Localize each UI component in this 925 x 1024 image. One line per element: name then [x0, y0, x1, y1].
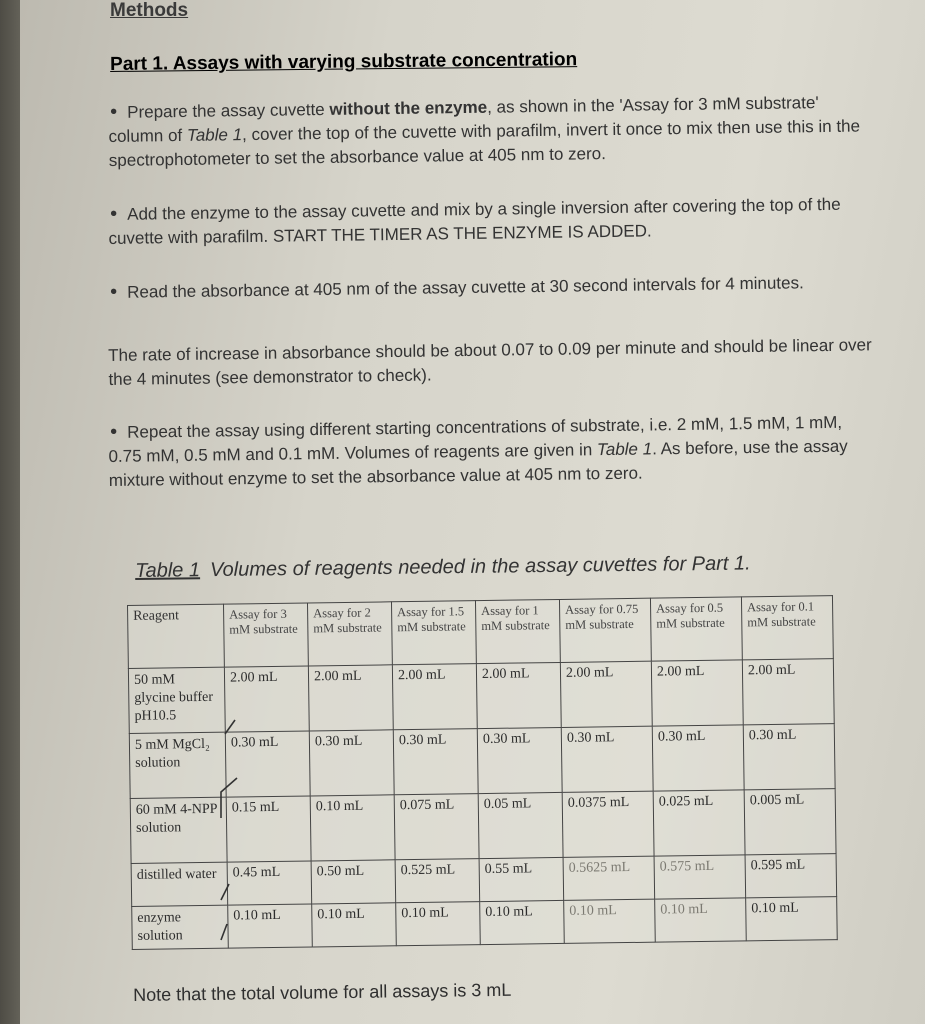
header-0-75mm: Assay for 0.75 mM substrate	[559, 598, 651, 662]
table-cell: 0.005 mL	[744, 789, 836, 855]
bullet-prepare-cuvette	[108, 89, 879, 173]
reagent-name: distilled water	[131, 862, 228, 906]
header-0-1mm: Assay for 0.1 mM substrate	[741, 596, 833, 660]
header-reagent: Reagent	[128, 604, 225, 668]
table-cell: 0.075 mL	[394, 794, 479, 860]
header-3mm: Assay for 3 mM substrate	[223, 603, 308, 667]
table-caption-label: Table 1	[135, 559, 201, 582]
table-cell: 0.55 mL	[479, 857, 564, 901]
table-cell: 0.10 mL	[310, 795, 395, 861]
table-cell: 0.30 mL	[743, 724, 835, 790]
table-cell: 0.10 mL	[480, 900, 565, 944]
table-cell: 0.30 mL	[477, 727, 562, 793]
section-heading: Methods	[110, 0, 189, 21]
total-volume-note: Note that the total volume for all assays is 3 mL	[133, 979, 512, 1005]
handwritten-check-marks	[215, 700, 255, 950]
table-cell: 2.00 mL	[308, 665, 393, 731]
table-cell: 2.00 mL	[224, 666, 309, 732]
header-2mm: Assay for 2 mM substrate	[307, 602, 392, 666]
table-cell: 0.0375 mL	[562, 791, 654, 857]
bullet4-table-ref: Table 1	[596, 439, 653, 460]
table-cell: 0.50 mL	[311, 860, 396, 904]
reagent-name: 60 mM 4-NPP solution	[130, 797, 227, 863]
part-title: Part 1. Assays with varying substrate concentration	[110, 49, 578, 75]
bullet1-table-ref: Table 1	[186, 125, 243, 145]
table-cell: 0.10 mL	[228, 904, 313, 948]
table-caption-text: Volumes of reagents needed in the assay cuvettes for Part 1.	[209, 552, 751, 582]
bullet2-text: Add the enzyme to the assay cuvette and mix by a single inversion after covering the top of the cuvette with parafilm. START THE TIMER AS THE ENZYME IS ADDED.	[108, 194, 841, 248]
header-1-5mm: Assay for 1.5 mM substrate	[391, 601, 476, 665]
table-cell: 0.10 mL	[396, 902, 481, 946]
bullet1-text-a: Prepare the assay cuvette	[127, 99, 330, 122]
reagent-name: 50 mM glycine buffer pH10.5	[128, 667, 225, 733]
table-cell: 0.30 mL	[309, 730, 394, 796]
table-cell: 0.30 mL	[561, 726, 653, 792]
table-cell: 0.05 mL	[478, 792, 563, 858]
table-cell: 0.30 mL	[225, 731, 310, 797]
bullet4-text-b: . As before, use the assay mixture without enzyme to set the absorbance value at 405 nm to zero.	[108, 436, 848, 490]
table-header-row	[128, 596, 834, 669]
reagent-name: 5 mM MgCl₂ solution	[129, 732, 226, 798]
table-cell: 0.525 mL	[395, 859, 480, 903]
reagent-name: enzyme solution	[132, 905, 229, 949]
table-cell: 0.10 mL	[564, 899, 656, 943]
table-cell: 2.00 mL	[560, 661, 652, 727]
bullet1-text-c: , cover the top of the cuvette with parafilm, invert it once to mix then use this in the spectrophotometer to set the absorbance value at 405 nm to zero.	[108, 116, 861, 170]
table-cell: 2.00 mL	[742, 659, 834, 725]
table-cell: 2.00 mL	[392, 664, 477, 730]
table-cell: 0.10 mL	[746, 897, 838, 941]
bullet1-text-b: , as shown in the 'Assay for 3 mM substrate' column of	[108, 93, 819, 146]
table-cell: 2.00 mL	[651, 660, 743, 726]
table-cell: 2.00 mL	[476, 662, 561, 728]
table-cell: 0.15 mL	[226, 796, 311, 862]
rate-note: The rate of increase in absorbance should be about 0.07 to 0.09 per minute and should be linear over the 4 minutes (see demonstrator to check).	[108, 335, 872, 389]
table-cell: 0.45 mL	[227, 861, 312, 905]
table-cell: 0.10 mL	[312, 903, 397, 947]
table-cell: 0.30 mL	[393, 729, 478, 795]
table-cell: 0.575 mL	[654, 855, 746, 899]
table-cell: 0.025 mL	[653, 790, 745, 856]
bullet-repeat-assay	[108, 409, 879, 493]
table-cell: 0.595 mL	[745, 854, 837, 898]
header-0-5mm: Assay for 0.5 mM substrate	[650, 597, 742, 661]
table-cell: 0.5625 mL	[563, 856, 655, 900]
bullet3-text: Read the absorbance at 405 nm of the assay cuvette at 30 second intervals for 4 minutes.	[127, 273, 804, 302]
header-1mm: Assay for 1 mM substrate	[475, 599, 560, 663]
bullet1-bold: without the enzyme	[329, 97, 488, 119]
bullet4-text-a: Repeat the assay using different starting concentrations of substrate, i.e. 2 mM, 1.5 mM, 1 mM, 0.75 mM, 0.5 mM and 0.1 mM. Volumes of reagents are given in	[108, 412, 843, 466]
table-cell: 0.30 mL	[652, 725, 744, 791]
table-cell: 0.10 mL	[655, 898, 747, 942]
